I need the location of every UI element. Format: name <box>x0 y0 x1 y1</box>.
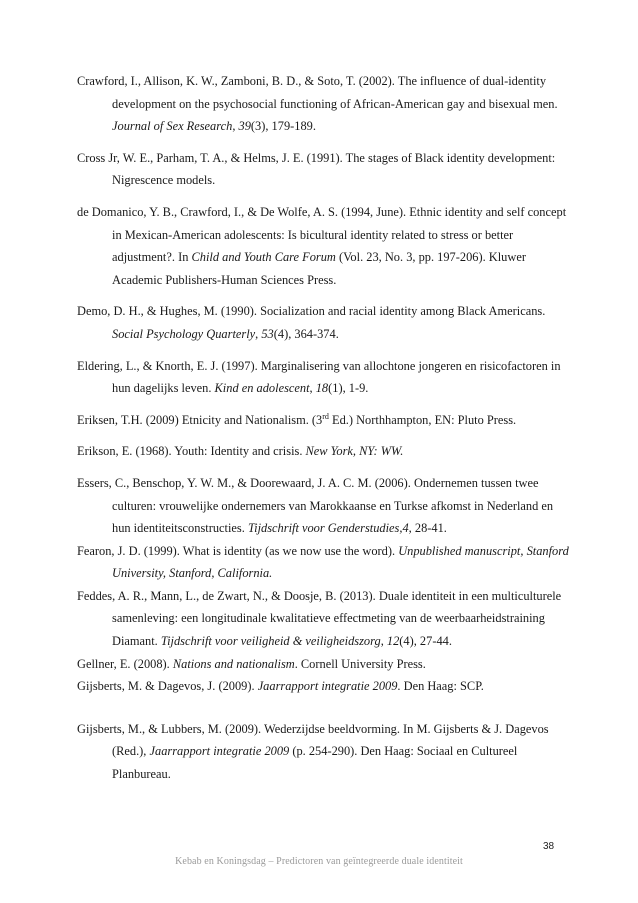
reference-list <box>77 70 569 786</box>
reference-cross-1991: Cross Jr, W. E., Parham, T. A., & Helms, J. E. (1991). The stages of Black identity development: Nigrescence models. <box>77 150 556 188</box>
reference-demo-1990: Demo, D. H., & Hughes, M. (1990). Socialization and racial identity among Black Americans. Social Psychology Quarterly, 53(4), 364-374. <box>77 304 546 341</box>
reference-eriksen-2009: Eriksen, T.H. (2009) Etnicity and Nationalism. (3rd Ed.) Northhampton, EN: Pluto Press. <box>77 411 517 427</box>
page-number: 38 <box>543 841 555 852</box>
page-footer: Kebab en Koningsdag – Predictoren van geïntegreerde duale identiteit <box>175 856 463 867</box>
reference-gijsberts-lubbers-2009: Gijsberts, M., & Lubbers, M. (2009). Wederzijdse beeldvorming. In M. Gijsberts & J. Dagevos (Red.), Jaarrapport integratie 2009 (p. 254-290). Den Haag: Sociaal en Cultureel Planbureau. <box>77 721 549 782</box>
reference-fearon-1999: Fearon, J. D. (1999). What is identity (as we now use the word). Unpublished manuscript, Stanford University, Stanford, California. <box>77 543 569 581</box>
reference-gijsberts-dagevos-2009: Gijsberts, M. & Dagevos, J. (2009). Jaarrapport integratie 2009. Den Haag: SCP. <box>77 679 484 694</box>
reference-erikson-1968: Erikson, E. (1968). Youth: Identity and crisis. New York, NY: WW. <box>77 444 404 459</box>
reference-feddes-2013: Feddes, A. R., Mann, L., de Zwart, N., & Doosje, B. (2013). Duale identiteit in een multiculturele samenleving: een longitudinale kwalitatieve effectmeting van de weerbaarheidstraining Diamant. Tijdschrift voor veiligheid & veiligheidszorg, 12(4), 27-44. <box>77 588 562 649</box>
reference-eldering-1997: Eldering, L., & Knorth, E. J. (1997). Marginalisering van allochtone jongeren en risicofactoren in hun dagelijks leven. Kind en adolescent, 18(1), 1-9. <box>77 358 561 396</box>
reference-crawford-2002: Crawford, I., Allison, K. W., Zamboni, B. D., & Soto, T. (2002). The influence of dual-identity development on the psychosocial functioning of African-American gay and bisexual men. Journal of Sex Research, 39(3), 179-189. <box>77 74 558 134</box>
reference-gellner-2008: Gellner, E. (2008). Nations and nationalism. Cornell University Press. <box>77 656 426 671</box>
reference-de-domanico-1994: de Domanico, Y. B., Crawford, I., & De Wolfe, A. S. (1994, June). Ethnic identity and self concept in Mexican-American adolescents: Is bicultural identity related to stress or better adjustment?. In Child and Youth Care Forum (Vol. 23, No. 3, pp. 197-206). Kluwer Academic Publishers-Human Sciences Press. <box>77 204 567 287</box>
reference-essers-2006: Essers, C., Benschop, Y. W. M., & Doorewaard, J. A. C. M. (2006). Ondernemen tussen twee culturen: vrouwelijke ondernemers van Marokkaanse en Turkse afkomst in Nederland en hun identiteitsconstructies. Tijdschrift voor Genderstudies,4, 28-41. <box>77 475 554 536</box>
